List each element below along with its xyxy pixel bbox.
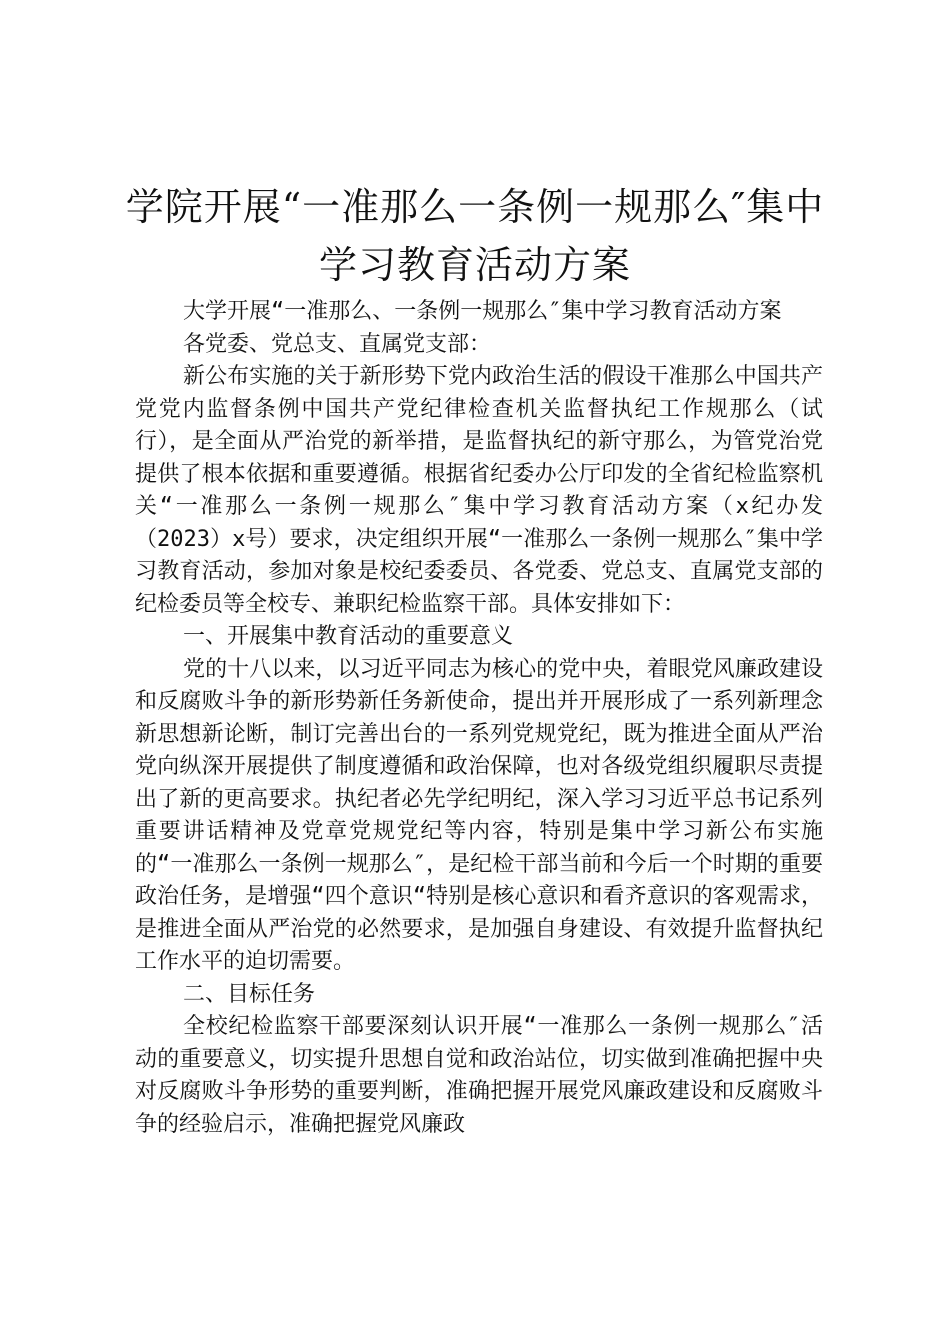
section-heading-2: 二、目标任务 [183, 981, 316, 1007]
document-title: 学院开展“一准那么一条例一规那么″集中学习教育活动方案 [125, 185, 825, 287]
section-heading-1: 一、开展集中教育活动的重要意义 [183, 624, 514, 649]
paragraph-significance: 党的十八以来，以习近平同志为核心的党中央，着眼党风廉政建设和反腐败斗争的新形势新任务新使命，提出并开展形成了一系列新理念新思想新论断，制订完善出台的一系列党规党纪，既为推进全面从严治党向纵深开展提供了制度遵循和政治保障，也对各级党组织履职尽责提出了新的更高要求。执纪者必先学纪明纪，深入学习习近平总书记系列重要讲话精神及党章党规党纪等内容，特别是集中学习新公布实施的“一准那么一条例一规那么″，是纪检干部当前和今后一个时期的重要政治任务，是增强“四个意识“特别是核心意识和看齐意识的客观需求，是推进全面从严治党的必然要求，是加强自身建设、有效提升监督执纪工作水平的迫切需要。 [135, 656, 823, 974]
salutation: 各党委、党总支、直属党支部： [183, 331, 492, 357]
document-body [135, 296, 823, 1141]
paragraph-intro: 新公布实施的关于新形势下党内政治生活的假设干准那么中国共产党党内监督条例中国共产党纪律检查机关监督执纪工作规那么（试行），是全面从严治党的新举措，是监督执纪的新守那么，为管党治党提供了根本依据和重要遵循。根据省纪委办公厅印发的全省纪检监察机关“一准那么一条例一规那么″集中学习教育活动方案（x纪办发（2023）x号）要求，决定组织开展“一准那么一条例一规那么″集中学习教育活动，参加对象是校纪委委员、各党委、党总支、直属党支部的纪检委员等全校专、兼职纪检监察干部。具体安排如下： [135, 364, 823, 617]
document-subtitle: 大学开展“一准那么、一条例一规那么″集中学习教育活动方案 [183, 299, 782, 324]
paragraph-goals: 全校纪检监察干部要深刻认识开展“一准那么一条例一规那么″活动的重要意义，切实提升思想自觉和政治站位，切实做到准确把握中央对反腐败斗争形势的重要判断，准确把握开展党风廉政建设和反腐败斗争的经验启示，准确把握党风廉政 [135, 1014, 823, 1137]
